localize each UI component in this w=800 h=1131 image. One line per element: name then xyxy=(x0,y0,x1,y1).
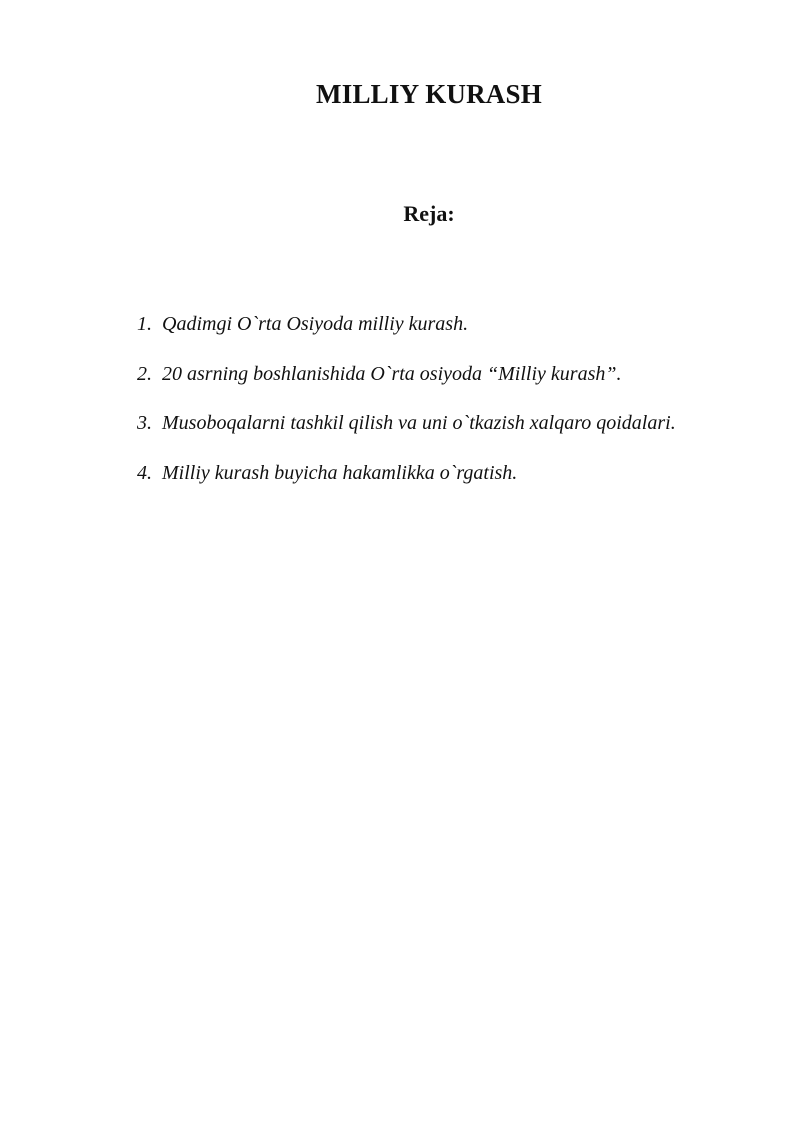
plan-item-text: 20 asrning boshlanishida O`rta osiyoda “Milliy kurash”. xyxy=(162,362,622,385)
plan-item-number: 4. xyxy=(137,461,152,484)
plan-item-text: Milliy kurash buyicha hakamlikka o`rgatish. xyxy=(162,461,518,484)
plan-item-text: Qadimgi O`rta Osiyoda milliy kurash. xyxy=(162,313,469,335)
document-title: MILLIY KURASH xyxy=(316,79,542,109)
plan-item-number: 2. xyxy=(137,362,152,385)
plan-item-text: Musoboqalarni tashkil qilish va uni o`tkazish xalqaro qoidalari. xyxy=(162,412,676,434)
plan-item-number: 1. xyxy=(137,313,152,335)
plan-item xyxy=(137,311,777,337)
plan-list xyxy=(137,311,777,509)
plan-item-number: 3. xyxy=(137,412,152,434)
plan-item xyxy=(137,361,777,387)
plan-heading: Reja: xyxy=(403,201,455,226)
plan-item xyxy=(137,410,777,436)
plan-item xyxy=(137,460,777,486)
